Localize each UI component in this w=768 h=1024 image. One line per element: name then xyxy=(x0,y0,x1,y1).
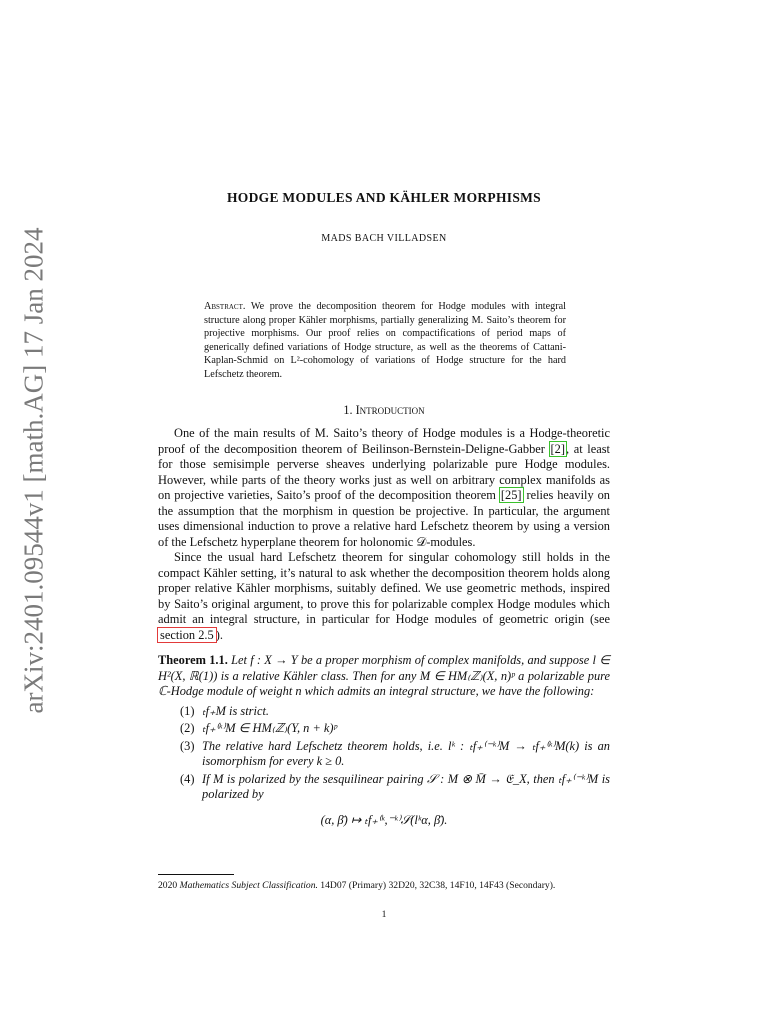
item-number: (4) xyxy=(180,771,195,786)
item-text: ₜf₊⁽ᵏ⁾M ∈ HM₍ℤ₎(Y, n + k)ᵖ xyxy=(202,721,338,735)
paper-author: MADS BACH VILLADSEN xyxy=(321,233,447,244)
paragraph-text: , at least for those semisimple perverse sheaves underlying polarizable pure Hodge modules. However, while parts of the theory works just as well on arbitrary complex manifolds as on projective varieties, Saito’s proof of the decomposition theorem xyxy=(158,441,610,502)
main-body xyxy=(158,426,610,828)
theorem-label: Theorem 1.1. xyxy=(158,653,228,667)
section-title: Introduction xyxy=(355,403,425,417)
theorem-items xyxy=(158,704,610,803)
footnote xyxy=(158,879,610,892)
section-heading xyxy=(0,403,768,418)
intro-paragraph-1 xyxy=(158,426,610,550)
theorem-item xyxy=(180,739,610,770)
paragraph-text: One of the main results of M. Saito’s theory of Hodge modules is a Hodge-theoretic proof of the decomposition theorem of Beilinson-Bernstein-Deligne-Gabber xyxy=(158,426,610,456)
section-2-5-link[interactable]: section 2.5 xyxy=(160,627,214,642)
arxiv-sidebar xyxy=(14,227,54,713)
paragraph-text: ). xyxy=(215,627,223,642)
theorem-item xyxy=(180,721,610,737)
section-number: 1. xyxy=(343,403,353,417)
intro-paragraph-2 xyxy=(158,550,610,643)
abstract xyxy=(204,300,566,381)
abstract-text: We prove the decomposition theorem for Hodge modules with integral structure along proper Kähler morphisms, partially generalizing M. Saito’s theorem for projective morphisms. Our proof relies on compactifications of period maps of generically defined variations of Hodge structure, as well as the theorems of Cattani-Kaplan-Schmid on L²-cohomology of variations of Hodge structure for the hard Lefschetz theorem. xyxy=(204,301,566,380)
item-text: If M is polarized by the sesquilinear pairing 𝒮 : M ⊗ M̄ → 𝔈_X, then ₜf₊⁽⁻ᵏ⁾M is polarized by xyxy=(202,771,610,801)
paragraph-text: Since the usual hard Lefschetz theorem for singular cohomology still holds in the compact Kähler setting, it’s natural to ask whether the decomposition theorem holds along proper relative Kähler morphisms, suitably defined. We use geometric methods, inspired by Saito’s original argument, to prove this for polarizable complex Hodge modules which admit an integral structure, in particular for Hodge modules of geometric origin (see xyxy=(158,550,610,626)
paragraph-text: relies heavily on the assumption that the morphism in question be projective. In particular, the argument uses dimensional induction to prove a relative hard Lefschetz theorem by using a version of the Lefschetz hyperplane theorem for holonomic 𝒟-modules. xyxy=(158,488,610,549)
citation-link-25[interactable]: [25] xyxy=(500,488,522,502)
theorem-item xyxy=(180,772,610,803)
display-equation: (α, β̄) ↦ ₜf₊⁽ᵏ,⁻ᵏ⁾𝒮(lᵏα, β̄). xyxy=(320,812,448,827)
footnote-label: Mathematics Subject Classification. xyxy=(179,880,318,891)
page-number: 1 xyxy=(381,909,387,920)
abstract-label: Abstract. xyxy=(204,301,246,312)
footnote-text: 14D07 (Primary) 32D20, 32C38, 14F10, 14F43 (Secondary). xyxy=(320,880,556,891)
citation-link-2[interactable]: [2] xyxy=(550,441,565,456)
paper-title: HODGE MODULES AND KÄHLER MORPHISMS xyxy=(227,190,541,205)
footnote-rule xyxy=(158,874,234,875)
theorem-1-1 xyxy=(158,653,610,828)
item-number: (1) xyxy=(180,703,195,718)
footnote-year: 2020 xyxy=(158,880,178,891)
item-number: (2) xyxy=(180,721,195,735)
item-text: ₜf₊M is strict. xyxy=(202,703,269,718)
theorem-statement: Let f : X → Y be a proper morphism of complex manifolds, and suppose l ∈ H²(X, ℝ(1)) is a relative Kähler class. Then for any M ∈ HM₍ℤ₎(X, n)ᵖ a polarizable pure ℂ-Hodge module of weight n which admits an integral structure, we have the following: xyxy=(158,653,610,698)
item-text: The relative hard Lefschetz theorem holds, i.e. lᵏ : ₜf₊⁽⁻ᵏ⁾M → ₜf₊⁽ᵏ⁾M(k) is an isomorphism for every k ≥ 0. xyxy=(202,738,610,768)
item-number: (3) xyxy=(180,738,195,753)
theorem-item xyxy=(180,704,610,720)
arxiv-identifier: arXiv:2401.09544v1 [math.AG] 17 Jan 2024 xyxy=(18,227,49,713)
